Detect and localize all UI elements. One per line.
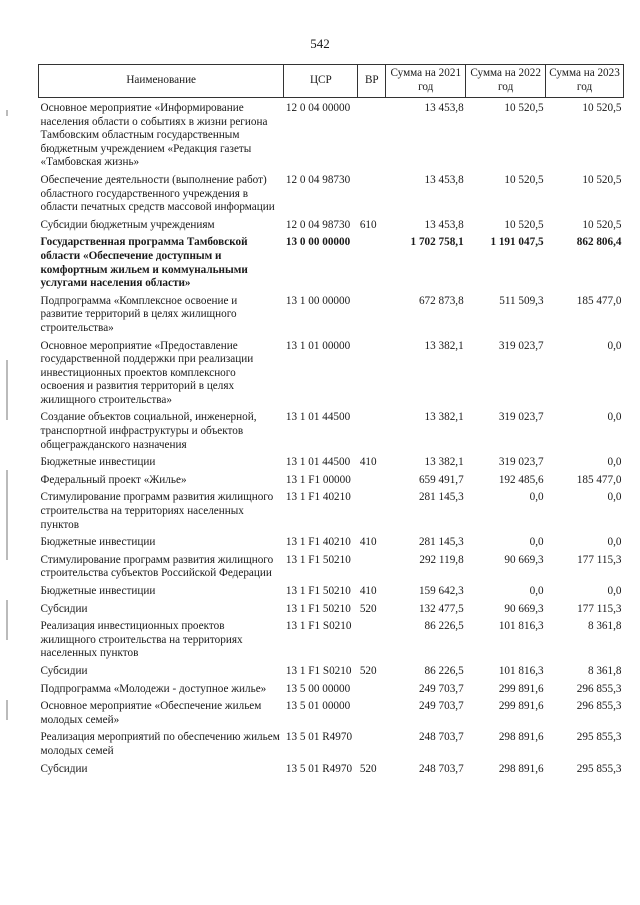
table-row [39, 665, 624, 683]
table-row [39, 98, 624, 174]
row-vr [358, 411, 386, 456]
row-sum-2023: 10 520,5 [582, 173, 622, 186]
row-vr [358, 295, 386, 340]
row-sum-2022: 101 816,3 [498, 664, 544, 677]
row-csr: 13 1 F1 S0210 [285, 664, 352, 677]
row-sum-2021: 159 642,3 [418, 585, 464, 597]
row-sum-2023: 0,0 [607, 491, 622, 504]
row-name: Стимулирование программ развития жилищного строительства субъектов Российской Федерации [40, 553, 274, 580]
row-vr [358, 98, 386, 174]
row-csr: 13 1 01 00000 [285, 339, 351, 352]
header-csr: ЦСР [284, 65, 358, 98]
row-name: Реализация мероприятий по обеспечению жильем молодых семей [40, 731, 280, 757]
row-name: Бюджетные инвестиции [40, 536, 156, 549]
table-row [39, 340, 624, 412]
row-name: Бюджетные инвестиции [40, 585, 156, 597]
row-name: Субсидии [40, 762, 88, 775]
row-sum-2023: 8 361,8 [587, 620, 622, 633]
table-row [39, 219, 624, 237]
row-sum-2022: 192 485,6 [498, 473, 544, 486]
row-csr: 13 5 01 R4970 [285, 762, 353, 775]
table-row [39, 491, 624, 536]
row-sum-2022: 299 891,6 [498, 700, 544, 713]
row-vr [358, 474, 386, 492]
row-csr: 13 1 00 00000 [285, 294, 351, 307]
row-vr [358, 700, 386, 731]
row-sum-2023: 8 361,8 [587, 664, 622, 677]
row-sum-2022: 319 023,7 [498, 411, 544, 424]
row-csr: 13 1 F1 50210 [285, 553, 351, 566]
row-sum-2021: 86 226,5 [424, 664, 464, 677]
row-sum-2021: 86 226,5 [424, 620, 464, 633]
header-sum-2022: Сумма на 2022 год [466, 65, 546, 98]
row-sum-2022: 101 816,3 [498, 620, 544, 633]
row-csr: 13 1 F1 00000 [285, 473, 351, 486]
row-name: Бюджетные инвестиции [40, 456, 156, 469]
row-sum-2022: 299 891,6 [498, 682, 544, 695]
row-vr: 520 [359, 664, 377, 677]
table-row [39, 411, 624, 456]
row-name: Создание объектов социальной, инженерной, транспортной инфраструктуры и объектов общегражданского назначения [40, 411, 257, 451]
row-vr [358, 554, 386, 585]
row-sum-2021: 659 491,7 [418, 473, 464, 486]
row-name: Субсидии [40, 664, 88, 677]
row-csr: 13 5 01 R4970 [285, 731, 353, 744]
row-sum-2021: 13 453,8 [424, 173, 464, 186]
row-name: Основное мероприятие «Обеспечение жильем молодых семей» [40, 700, 262, 726]
row-sum-2023: 0,0 [607, 585, 622, 597]
row-sum-2023: 185 477,0 [576, 294, 622, 307]
row-sum-2022: 298 891,6 [498, 731, 544, 744]
row-sum-2023: 177 115,3 [577, 602, 622, 615]
table-row [39, 683, 624, 701]
table-row [39, 474, 624, 492]
row-sum-2023: 296 855,3 [576, 682, 622, 695]
row-sum-2022: 511 509,3 [499, 294, 544, 307]
row-sum-2022: 319 023,7 [498, 456, 544, 469]
table-body [39, 98, 624, 781]
table-row [39, 585, 624, 603]
row-sum-2021: 281 145,3 [418, 536, 464, 549]
row-name: Субсидии бюджетным учреждениям [40, 218, 215, 231]
row-csr: 12 0 04 98730 [285, 218, 351, 231]
row-csr: 13 1 F1 40210 [285, 491, 351, 504]
row-sum-2021: 13 382,1 [424, 411, 464, 424]
row-sum-2022: 0,0 [529, 536, 544, 549]
row-vr [358, 731, 386, 762]
table-row [39, 174, 624, 219]
row-csr: 13 1 F1 50210 [285, 602, 351, 615]
row-sum-2021: 249 703,7 [418, 700, 464, 713]
row-sum-2022: 0,0 [529, 491, 544, 504]
row-name: Подпрограмма «Комплексное освоение и развитие территорий в целях жилищного строительства» [40, 294, 238, 334]
budget-table [38, 64, 624, 780]
row-sum-2023: 177 115,3 [577, 553, 622, 566]
row-name: Обеспечение деятельности (выполнение работ) областного государственного учреждения в области печатных средств массовой информации [40, 173, 275, 214]
row-vr [358, 340, 386, 412]
row-sum-2022: 298 891,6 [498, 762, 544, 775]
row-sum-2021: 13 382,1 [424, 339, 464, 352]
header-sum-2021: Сумма на 2021 год [386, 65, 466, 98]
row-sum-2022: 0,0 [529, 585, 544, 597]
header-vr: ВР [358, 65, 386, 98]
row-sum-2021: 13 453,8 [424, 102, 464, 114]
row-sum-2023: 0,0 [607, 456, 622, 469]
row-vr: 410 [359, 456, 377, 469]
row-name: Основное мероприятие «Информирование населения области о событиях в жизни региона Тамбовским областным государственным бюджетным учреждением «Редакция газеты «Тамбовская жизнь» [40, 102, 268, 169]
row-name: Подпрограмма «Молодежи - доступное жилье» [40, 682, 267, 695]
table-row [39, 731, 624, 762]
row-vr: 520 [359, 602, 377, 615]
scan-margin-marks [0, 0, 20, 905]
table-row [39, 295, 624, 340]
row-sum-2023: 185 477,0 [576, 473, 622, 486]
row-sum-2022: 319 023,7 [498, 339, 544, 352]
row-vr [358, 236, 386, 294]
row-sum-2021: 672 873,8 [418, 294, 464, 307]
page-number: 542 [310, 36, 330, 51]
header-sum-2023: Сумма на 2023 год [546, 65, 624, 98]
row-csr: 13 1 01 44500 [285, 456, 351, 469]
row-vr [358, 620, 386, 665]
row-csr: 13 0 00 00000 [285, 236, 351, 249]
table-row [39, 456, 624, 474]
row-vr: 410 [359, 585, 377, 597]
row-csr: 12 0 04 98730 [285, 173, 351, 186]
row-csr: 13 5 01 00000 [285, 700, 351, 713]
row-vr [358, 491, 386, 536]
header-name: Наименование [39, 65, 284, 98]
row-sum-2021: 292 119,8 [419, 553, 464, 566]
row-csr: 13 1 01 44500 [285, 411, 351, 424]
row-sum-2021: 132 477,5 [418, 602, 464, 615]
row-csr: 13 1 F1 S0210 [285, 620, 352, 633]
row-sum-2023: 862 806,4 [576, 236, 622, 249]
row-sum-2023: 0,0 [607, 411, 622, 424]
row-vr: 610 [359, 218, 377, 231]
table-row [39, 603, 624, 621]
row-sum-2023: 296 855,3 [576, 700, 622, 713]
row-vr [358, 683, 386, 701]
table-row [39, 700, 624, 731]
row-sum-2021: 1 702 758,1 [410, 236, 464, 249]
table-row [39, 620, 624, 665]
row-vr: 520 [359, 762, 377, 775]
table-row [39, 536, 624, 554]
row-sum-2022: 90 669,3 [504, 553, 544, 566]
table-row [39, 763, 624, 781]
row-csr: 12 0 04 00000 [285, 102, 351, 114]
row-vr [358, 174, 386, 219]
row-name: Стимулирование программ развития жилищного строительства на территориях населенных пунктов [40, 491, 274, 531]
row-sum-2021: 248 703,7 [418, 731, 464, 744]
row-sum-2021: 13 453,8 [424, 218, 464, 231]
table-row [39, 236, 624, 294]
row-csr: 13 1 F1 40210 [285, 536, 351, 549]
row-sum-2021: 248 703,7 [418, 762, 464, 775]
row-sum-2023: 10 520,5 [582, 102, 622, 114]
row-sum-2021: 249 703,7 [418, 682, 464, 695]
row-sum-2022: 90 669,3 [504, 602, 544, 615]
row-name: Федеральный проект «Жилье» [40, 473, 187, 486]
row-sum-2023: 295 855,3 [576, 762, 622, 775]
row-sum-2022: 10 520,5 [504, 218, 544, 231]
row-sum-2021: 281 145,3 [418, 491, 464, 504]
row-sum-2022: 10 520,5 [504, 102, 544, 114]
row-sum-2022: 1 191 047,5 [490, 236, 544, 249]
row-vr: 410 [359, 536, 377, 549]
row-name: Основное мероприятие «Предоставление государственной поддержки при реализации инвестиционных проектов комплексного освоения и развития территорий в целях жилищного строительства» [40, 339, 254, 406]
row-name: Реализация инвестиционных проектов жилищного строительства на территориях населенных пунктов [40, 620, 243, 660]
row-sum-2023: 0,0 [607, 339, 622, 352]
row-name: Государственная программа Тамбовской области «Обеспечение доступным и комфортным жильем и коммунальными услугами населения области» [40, 236, 248, 290]
row-csr: 13 5 00 00000 [285, 682, 351, 695]
row-sum-2023: 0,0 [607, 536, 622, 549]
row-sum-2021: 13 382,1 [424, 456, 464, 469]
row-name: Субсидии [40, 602, 88, 615]
table-header [39, 65, 624, 98]
row-csr: 13 1 F1 50210 [285, 585, 351, 597]
row-sum-2022: 10 520,5 [504, 173, 544, 186]
row-sum-2023: 10 520,5 [582, 218, 622, 231]
row-sum-2023: 295 855,3 [576, 731, 622, 744]
table-row [39, 554, 624, 585]
